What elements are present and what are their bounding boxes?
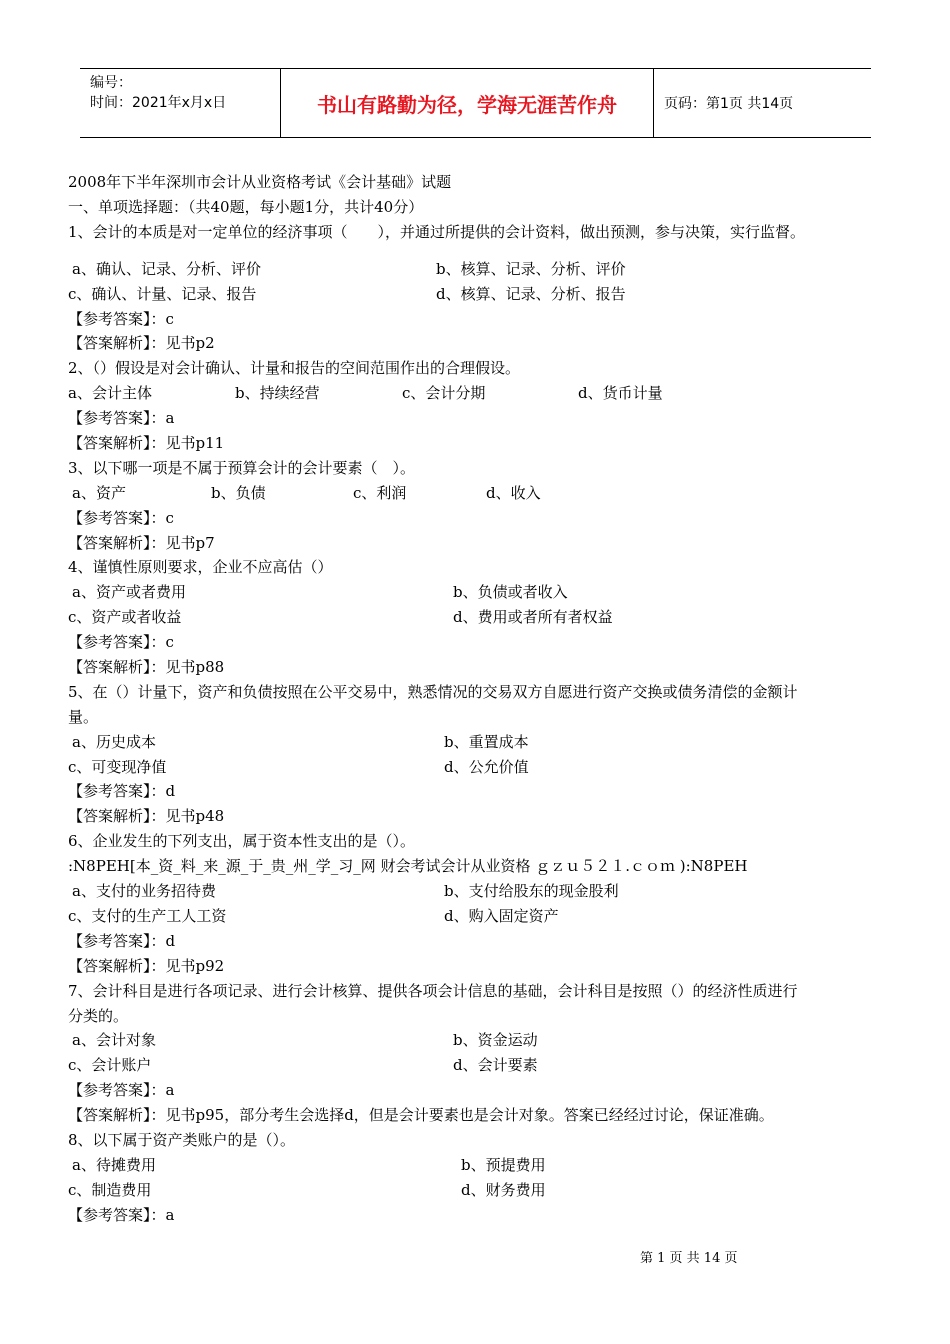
option-c: c、可变现净值	[68, 757, 167, 776]
option-c: c、会计分期	[402, 384, 486, 403]
page-footer: 第 1 页 共 14 页	[640, 1251, 738, 1266]
option-a: a、资产	[72, 483, 126, 502]
option-a: a、待摊费用	[72, 1155, 156, 1174]
question-2-analysis: 【答案解析】：见书p11	[68, 434, 225, 453]
option-d: d、收入	[486, 483, 541, 502]
question-4-options-row1	[68, 580, 898, 605]
option-c: c、制造费用	[68, 1180, 152, 1199]
question-7-text: 7、会计科目是进行各项记录、进行会计核算、提供各项会计信息的基础，会计科目是按照（）的经济性质进行	[68, 981, 798, 1000]
option-b: b、负债	[211, 483, 266, 502]
option-d: d、公允价值	[444, 757, 529, 776]
question-4-analysis: 【答案解析】：见书p88	[68, 658, 225, 677]
question-1-answer: 【参考答案】：c	[68, 309, 174, 328]
page-header	[80, 68, 871, 138]
question-4-options-row2	[68, 605, 898, 630]
document-title: 2008年下半年深圳市会计从业资格考试《会计基础》试题	[68, 173, 452, 191]
question-8-answer: 【参考答案】：a	[68, 1205, 175, 1224]
question-2-answer: 【参考答案】：a	[68, 409, 175, 428]
option-a: a、确认、记录、分析、评价	[72, 259, 261, 278]
header-motto: 书山有路勤为径，学海无涯苦作舟	[281, 69, 654, 137]
section-heading: 一、单项选择题：（共40题，每小题1分，共计40分）	[68, 197, 424, 216]
question-7-text-cont: 分类的。	[68, 1006, 129, 1025]
question-5-options-row2	[68, 755, 898, 780]
option-b: b、重置成本	[444, 732, 529, 751]
option-a: a、支付的业务招待费	[72, 882, 216, 901]
option-b: b、核算、记录、分析、评价	[436, 259, 626, 278]
question-1-text: 1、会计的本质是对一定单位的经济事项（ ），并通过所提供的会计资料，做出预测，参与决策，实行监督。	[68, 222, 806, 241]
question-5-text-cont: 量。	[68, 707, 99, 726]
option-b: b、持续经营	[235, 384, 320, 403]
question-7-options-row2	[68, 1053, 898, 1078]
question-6-analysis: 【答案解析】：见书p92	[68, 956, 225, 975]
question-2-text: 2、（）假设是对会计确认、计量和报告的空间范围作出的合理假设。	[68, 359, 521, 378]
question-5-text: 5、在（）计量下，资产和负债按照在公平交易中，熟悉情况的交易双方自愿进行资产交换或债务清偿的金额计	[68, 682, 798, 701]
question-3-answer: 【参考答案】：c	[68, 508, 174, 527]
option-d: d、购入固定资产	[444, 906, 559, 925]
question-8-text: 8、以下属于资产类账户的是（）。	[68, 1130, 296, 1149]
header-time-label: 时间：2021年x月x日	[90, 95, 227, 111]
question-5-options-row1	[68, 730, 898, 755]
question-5-answer: 【参考答案】：d	[68, 782, 176, 801]
option-c: c、支付的生产工人工资	[68, 906, 227, 925]
option-c: c、确认、计量、记录、报告	[68, 284, 257, 303]
option-d: d、货币计量	[578, 384, 663, 403]
option-d: d、财务费用	[461, 1180, 546, 1199]
question-7-options-row1	[68, 1028, 898, 1053]
option-c: c、会计账户	[68, 1056, 152, 1075]
document-body	[68, 170, 898, 1228]
question-4-answer: 【参考答案】：c	[68, 633, 174, 652]
option-d: d、费用或者所有者权益	[453, 608, 613, 627]
question-8-options-row2	[68, 1178, 898, 1203]
option-d: d、核算、记录、分析、报告	[436, 284, 626, 303]
question-7-answer: 【参考答案】：a	[68, 1081, 175, 1100]
option-a: a、资产或者费用	[72, 583, 186, 602]
question-7-analysis: 【答案解析】：见书p95，部分考生会选择d，但是会计要素也是会计对象。答案已经经过讨论，保证准确。	[68, 1106, 774, 1125]
option-a: a、历史成本	[72, 732, 156, 751]
question-2-options	[68, 381, 898, 406]
header-page-label: 页码：第1页 共14页	[664, 96, 794, 112]
question-5-analysis: 【答案解析】：见书p48	[68, 807, 225, 826]
option-d: d、会计要素	[453, 1056, 538, 1075]
question-6-options-row2	[68, 904, 898, 929]
option-b: b、预提费用	[461, 1155, 546, 1174]
option-b: b、负债或者收入	[453, 583, 568, 602]
option-a: a、会计主体	[68, 384, 152, 403]
header-number-label: 编号：	[90, 75, 132, 91]
question-3-analysis: 【答案解析】：见书p7	[68, 533, 215, 552]
option-c: c、资产或者收益	[68, 608, 182, 627]
header-meta	[80, 69, 281, 137]
question-6-options-row1	[68, 879, 898, 904]
question-1-analysis: 【答案解析】：见书p2	[68, 334, 215, 353]
option-a: a、会计对象	[72, 1031, 156, 1050]
question-6-source-note: :N8PEH[本_资_料_来_源_于_贵_州_学_习_网 财会考试会计从业资格 ｇｚｕ５２１.ｃｏｍ ):N8PEH	[68, 857, 748, 876]
question-4-text: 4、谨慎性原则要求，企业不应高估（）	[68, 558, 333, 577]
question-6-answer: 【参考答案】：d	[68, 931, 176, 950]
question-1-options-row2	[68, 282, 898, 307]
option-b: b、支付给股东的现金股利	[444, 882, 619, 901]
option-c: c、利润	[353, 483, 407, 502]
question-1-options-row1	[68, 257, 898, 282]
question-8-options-row1	[68, 1153, 898, 1178]
question-6-text: 6、企业发生的下列支出，属于资本性支出的是（）。	[68, 832, 416, 851]
option-b: b、资金运动	[453, 1031, 538, 1050]
question-3-text: 3、以下哪一项是不属于预算会计的会计要素（ ）。	[68, 458, 416, 477]
question-3-options	[68, 481, 898, 506]
